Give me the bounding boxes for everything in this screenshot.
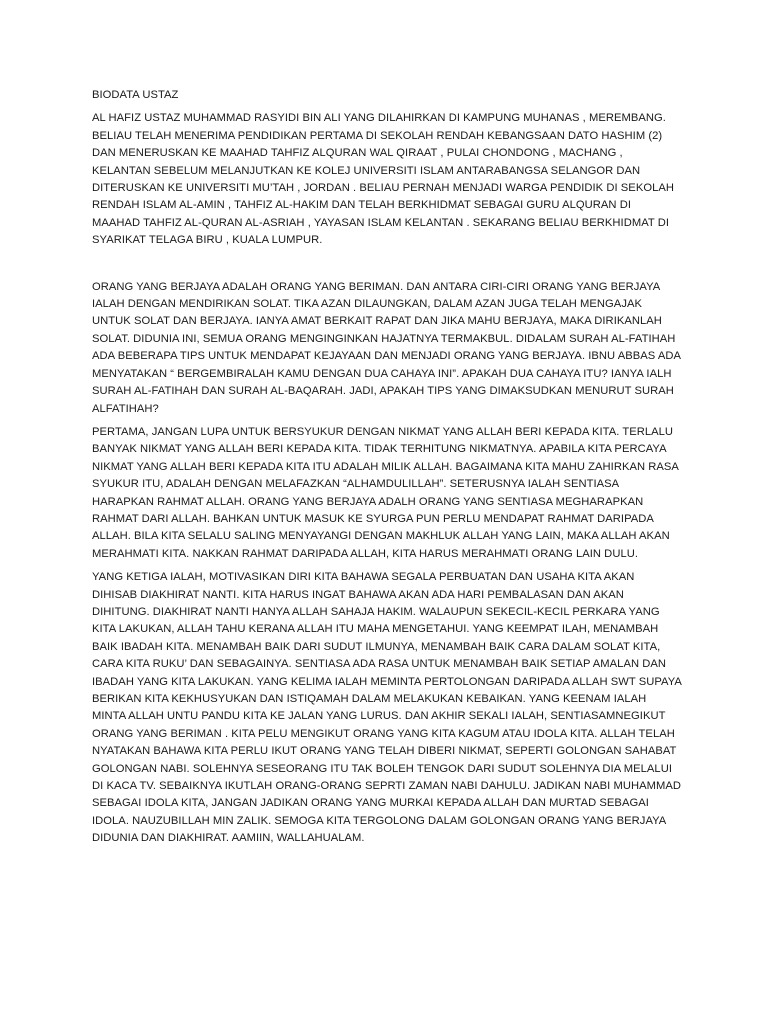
- paragraph-intro: ORANG YANG BERJAYA ADALAH ORANG YANG BERIMAN. DAN ANTARA CIRI-CIRI ORANG YANG BERJAYA IALAH DENGAN MENDIRIKAN SOLAT. TIKA AZAN DILAUNGKAN, DALAM AZAN JUGA TELAH MENGAJAK UNTUK SOLAT DAN BERJAYA. IANYA AMAT BERKAIT RAPAT DAN JIKA MAHU BERJAYA, MAKA DIRIKANLAH SOLAT. DIDUNIA INI, SEMUA ORANG MENGINGINKAN HAJATNYA TERMAKBUL. DIDALAM SURAH AL-FATIHAH ADA BEBERAPA TIPS UNTUK MENDAPAT KEJAYAAN DAN MENJADI ORANG YANG BERJAYA. IBNU ABBAS ADA MENYATAKAN “ BERGEMBIRALAH KAMU DENGAN DUA CAHAYA INI”. APAKAH DUA CAHAYA ITU? IANYA IALH SURAH AL-FATIHAH DAN SURAH AL-BAQARAH. JADI, APAKAH TIPS YANG DIMAKSUDKAN MENURUT SURAH ALFATIHAH?: [92, 280, 681, 415]
- paragraph-biodata: AL HAFIZ USTAZ MUHAMMAD RASYIDI BIN ALI YANG DILAHIRKAN DI KAMPUNG MUHANAS , MEREMBANG. BELIAU TELAH MENERIMA PENDIDIKAN PERTAMA DI SEKOLAH RENDAH KEBANGSAAN DATO HASHIM (2) DAN MENERUSKAN KE MAAHAD TAHFIZ ALQURAN WAL QIRAAT , PULAI CHONDONG , MACHANG , KELANTAN SEBELUM MELANJUTKAN KE KOLEJ UNIVERSITI ISLAM ANTARABANGSA SELANGOR DAN DITERUSKAN KE UNIVERSITI MU’TAH , JORDAN . BELIAU PERNAH MENJADI WARGA PENDIDIK DI SEKOLAH RENDAH ISLAM AL-AMIN , TAHFIZ AL-HAKIM DAN TELAH BERKHIDMAT SEBAGAI GURU ALQURAN DI MAAHAD TAHFIZ AL-QURAN AL-ASRIAH , YAYASAN ISLAM KELANTAN . SEKARANG BELIAU BERKHIDMAT DI SYARIKAT TELAGA BIRU , KUALA LUMPUR.: [92, 112, 674, 247]
- document-body: [92, 87, 682, 854]
- document-title: BIODATA USTAZ: [92, 89, 179, 101]
- paragraph-first-tips: PERTAMA, JANGAN LUPA UNTUK BERSYUKUR DENGAN NIKMAT YANG ALLAH BERI KEPADA KITA. TERLALU BANYAK NIKMAT YANG ALLAH BERI KEPADA KITA. TIDAK TERHITUNG NIKMATNYA. APABILA KITA PERCAYA NIKMAT YANG ALLAH BERI KEPADA KITA ITU ADALAH MILIK ALLAH. BAGAIMANA KITA MAHU ZAHIRKAN RASA SYUKUR ITU, ADALAH DENGAN MELAFAZKAN “ALHAMDULILLAH”. SETERUSNYA IALAH SENTIASA HARAPKAN RAHMAT ALLAH. ORANG YANG BERJAYA ADALH ORANG YANG SENTIASA MEGHARAPKAN RAHMAT DARI ALLAH. BAHKAN UNTUK MASUK KE SYURGA PUN PERLU MENDAPAT RAHMAT DARIPADA ALLAH. BILA KITA SELALU SALING MENYAYANGI DENGAN MAKHLUK ALLAH YANG LAIN, MAKA ALLAH AKAN MERAHMATI KITA. NAKKAN RAHMAT DARIPADA ALLAH, KITA HARUS MERAHMATI ORANG LAIN DULU.: [92, 425, 679, 560]
- paragraph-further-tips: YANG KETIGA IALAH, MOTIVASIKAN DIRI KITA BAHAWA SEGALA PERBUATAN DAN USAHA KITA AKAN DIHISAB DIAKHIRAT NANTI. KITA HARUS INGAT BAHAWA AKAN ADA HARI PEMBALASAN DAN AKAN DIHITUNG. DIAKHIRAT NANTI HANYA ALLAH SAHAJA HAKIM. WALAUPUN SEKECIL-KECIL PERKARA YANG KITA LAKUKAN, ALLAH TAHU KERANA ALLAH ITU MAHA MENGETAHUI. YANG KEEMPAT ILAH, MENAMBAH BAIK IBADAH KITA. MENAMBAH BAIK DARI SUDUT ILMUNYA, MENAMBAH BAIK CARA DALAM SOLAT KITA, CARA KITA RUKU’ DAN SEBAGAINYA. SENTIASA ADA RASA UNTUK MENAMBAH BAIK SETIAP AMALAN DAN IBADAH YANG KITA LAKUKAN. YANG KELIMA IALAH MEMINTA PERTOLONGAN DARIPADA ALLAH SWT SUPAYA BERIKAN KITA KEKHUSYUKAN DAN ISTIQAMAH DALAM MELAKUKAN KEBAIKAN. YANG KEENAM IALAH MINTA ALLAH UNTU PANDU KITA KE JALAN YANG LURUS. DAN AKHIR SEKALI IALAH, SENTIASAMNEGIKUT ORANG YANG BERIMAN . KITA PELU MENGIKUT ORANG YANG KITA KAGUM ATAU IDOLA KITA. ALLAH TELAH NYATAKAN BAHAWA KITA PERLU IKUT ORANG YANG TELAH DIBERI NIKMAT, SEPERTI GOLONGAN SAHABAT GOLONGAN NABI. SOLEHNYA SESEORANG ITU TAK BOLEH TENGOK DARI SUDUT SOLEHNYA DIA MELALUI DI KACA TV. SEBAIKNYA IKUTLAH ORANG-ORANG SEPRTI ZAMAN NABI DAHULU. JADIKAN NABI MUHAMMAD SEBAGAI IDOLA KITA, JANGAN JADIKAN ORANG YANG MURKAI KEPADA ALLAH DAN MURTAD SEBAGAI IDOLA. NAUZUBILLAH MIN ZALIK. SEMOGA KITA TERGOLONG DALAM GOLONGAN ORANG YANG BERJAYA DIDUNIA DAN DIAKHIRAT. AAMIIN, WALLAHUALAM.: [92, 571, 682, 845]
